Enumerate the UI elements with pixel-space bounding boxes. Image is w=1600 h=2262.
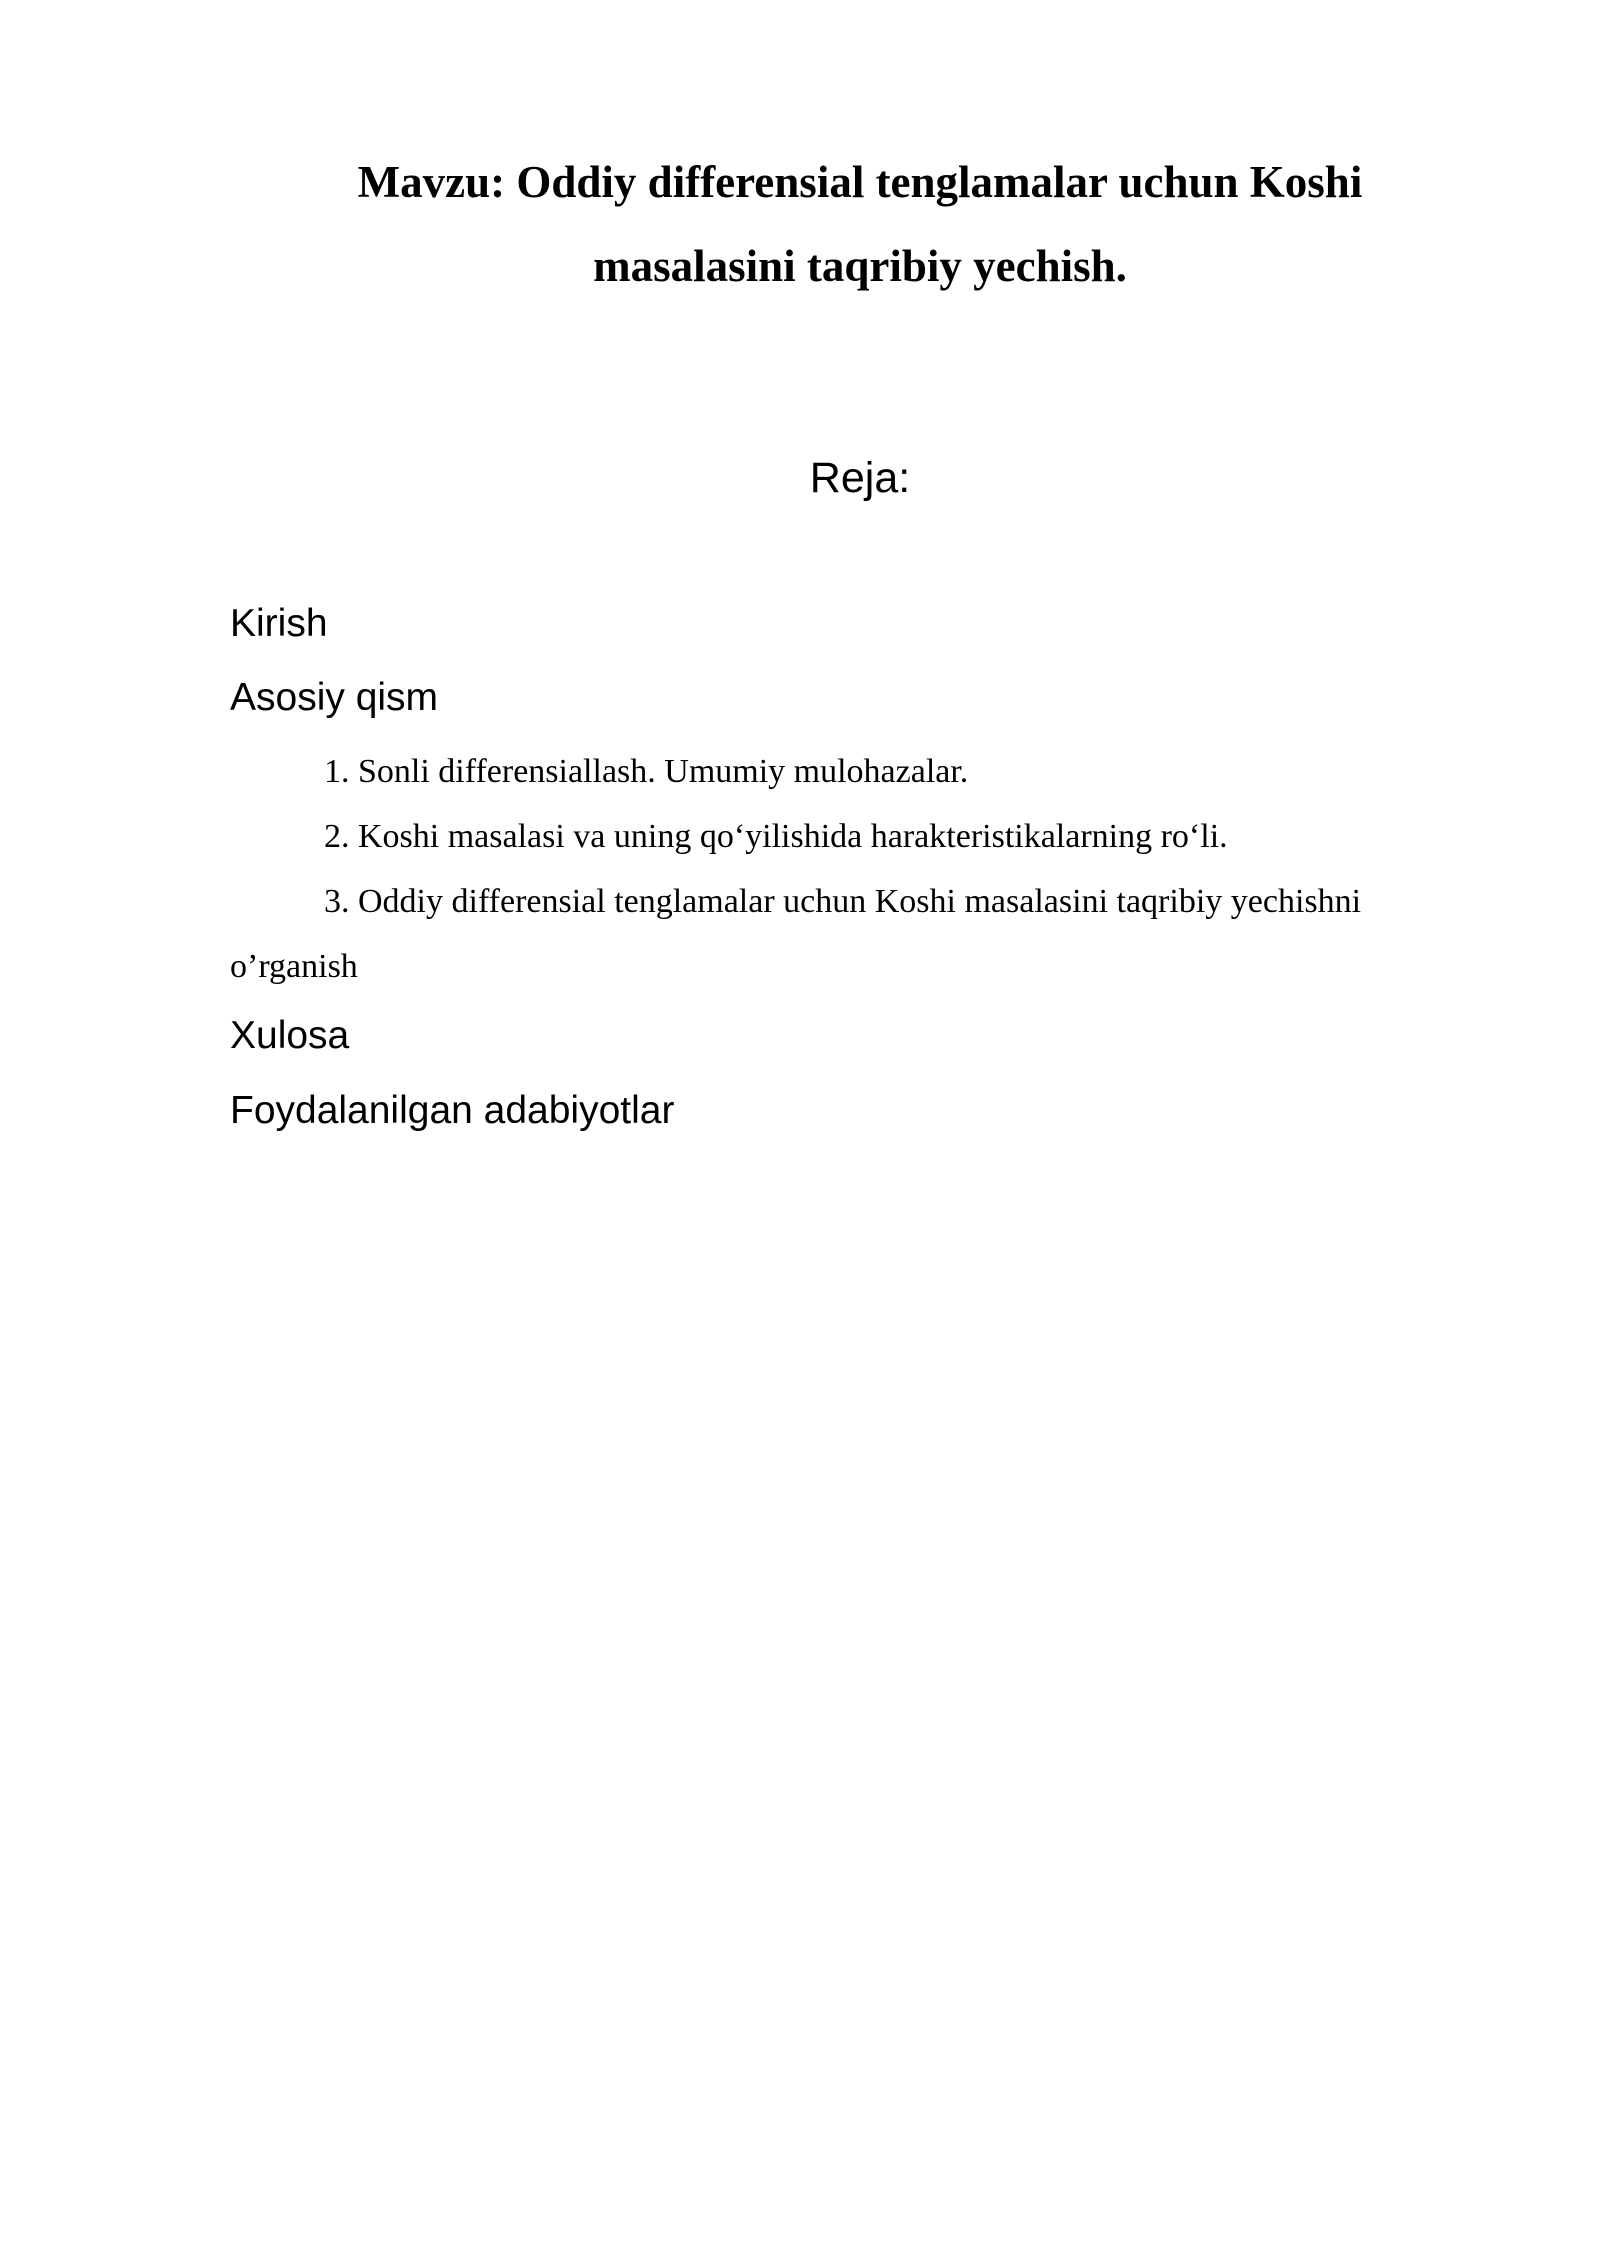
plan-item-2: 2. Koshi masalasi va uning qo‘yilishida harakteristikalarning ro‘li.	[324, 818, 1228, 855]
section-references: Foydalanilgan adabiyotlar	[230, 1089, 675, 1132]
plan-item-3: 3. Oddiy differensial tenglamalar uchun Koshi masalasini taqribiy yechishni	[324, 883, 1362, 920]
plan-item-1: 1. Sonli differensiallash. Umumiy mulohazalar.	[324, 753, 969, 790]
section-conclusion: Xulosa	[230, 1014, 350, 1057]
section-intro: Kirish	[230, 602, 328, 645]
title-line-1: Mavzu: Oddiy differensial tenglamalar uchun Koshi	[357, 157, 1363, 207]
title-line-2: masalasini taqribiy yechish.	[593, 241, 1127, 291]
plan-heading: Reja:	[809, 454, 911, 502]
section-main: Asosiy qism	[230, 676, 439, 719]
document-title	[240, 140, 1480, 308]
plan-item-3-continuation: o’rganish	[230, 948, 358, 985]
